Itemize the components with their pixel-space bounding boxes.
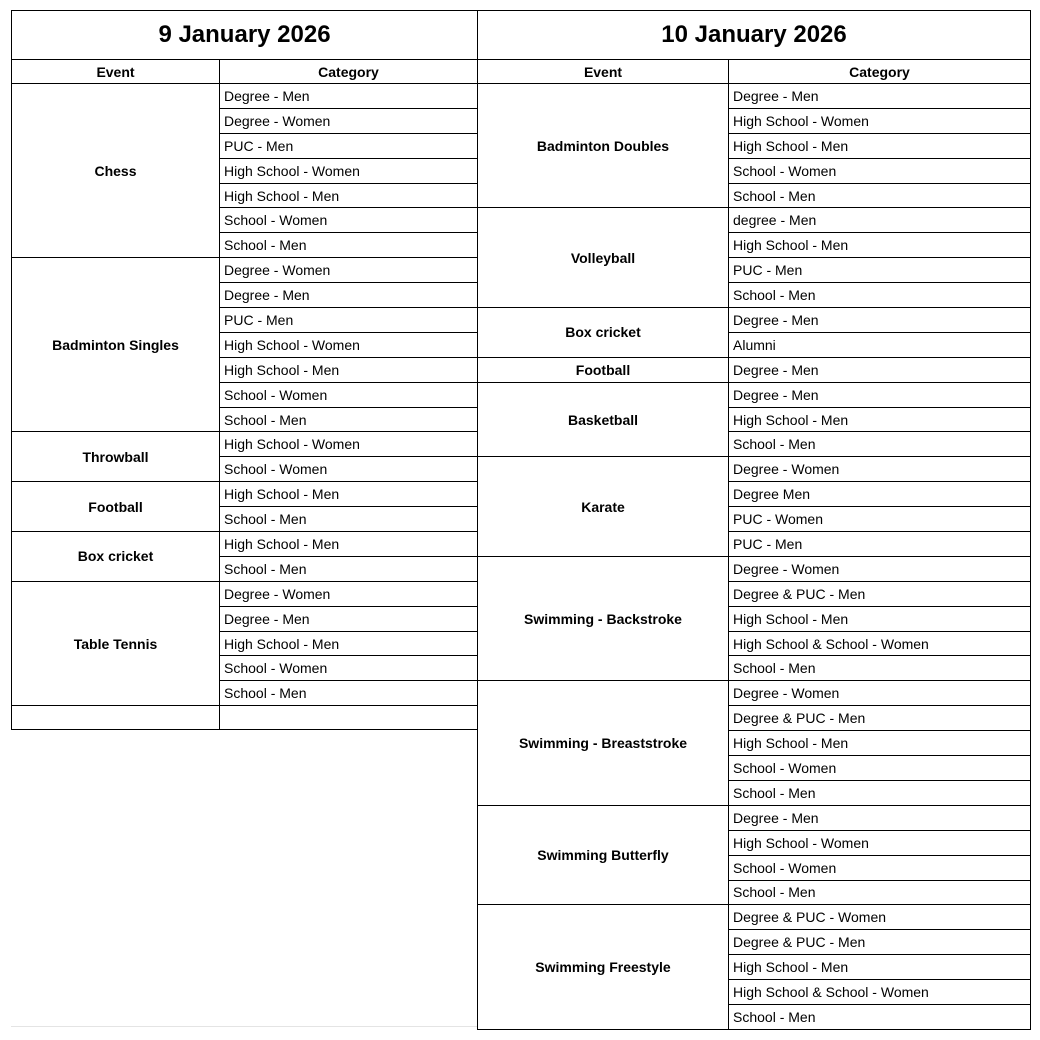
category-cell: PUC - Men (220, 308, 478, 333)
category-cell: School - Men (220, 233, 478, 258)
blank-row (12, 706, 478, 730)
category-cell: High School & School - Women (729, 631, 1031, 656)
schedule-table-day-1 (11, 10, 478, 730)
category-cell: PUC - Men (729, 532, 1031, 557)
event-name-cell: Basketball (478, 382, 729, 457)
category-cell: School - Men (220, 407, 478, 432)
category-cell: School - Men (220, 556, 478, 581)
category-cell: Degree - Women (220, 581, 478, 606)
table-row (478, 556, 1031, 581)
category-cell: High School - Men (220, 532, 478, 557)
category-cell: Degree - Men (220, 283, 478, 308)
table-row (478, 357, 1031, 382)
day-1-rows (12, 84, 478, 730)
blank-cell (220, 706, 478, 730)
event-name-cell: Table Tennis (12, 581, 220, 705)
table-row (478, 308, 1031, 333)
category-cell: School - Women (220, 656, 478, 681)
category-cell: School - Women (220, 208, 478, 233)
category-cell: High School - Men (729, 133, 1031, 158)
category-cell: Degree & PUC - Men (729, 581, 1031, 606)
category-cell: Degree - Women (220, 258, 478, 283)
event-name-cell: Karate (478, 457, 729, 557)
table-row (478, 681, 1031, 706)
category-cell: Degree - Men (729, 357, 1031, 382)
category-cell: Degree & PUC - Men (729, 706, 1031, 731)
category-cell: High School - Women (220, 158, 478, 183)
event-column-header: Event (12, 60, 220, 84)
category-cell: School - Women (220, 382, 478, 407)
table-row (478, 905, 1031, 930)
table-row (478, 84, 1031, 109)
category-cell: Degree - Women (729, 556, 1031, 581)
category-cell: Degree & PUC - Men (729, 930, 1031, 955)
category-cell: PUC - Men (729, 258, 1031, 283)
schedule-day-2 (477, 10, 1029, 1030)
category-cell: School - Women (220, 457, 478, 482)
category-cell: High School - Men (220, 482, 478, 507)
category-cell: High School - Men (729, 407, 1031, 432)
category-cell: High School - Women (220, 432, 478, 457)
day-1-date: 9 January 2026 (12, 11, 478, 60)
table-row (12, 258, 478, 283)
category-cell: Degree - Men (729, 382, 1031, 407)
event-name-cell: Badminton Doubles (478, 84, 729, 208)
category-cell: Degree - Men (220, 606, 478, 631)
event-name-cell: Swimming - Backstroke (478, 556, 729, 680)
category-cell: Degree - Women (729, 681, 1031, 706)
category-cell: School - Men (729, 780, 1031, 805)
category-cell: High School - Men (729, 731, 1031, 756)
event-name-cell: Football (12, 482, 220, 532)
day-2-rows (478, 84, 1031, 1030)
table-row (12, 532, 478, 557)
event-name-cell: Swimming Freestyle (478, 905, 729, 1029)
event-name-cell: Badminton Singles (12, 258, 220, 432)
category-cell: Degree Men (729, 482, 1031, 507)
category-cell: School - Women (729, 158, 1031, 183)
table-row (12, 581, 478, 606)
category-cell: School - Men (729, 656, 1031, 681)
event-name-cell: Box cricket (478, 308, 729, 358)
category-cell: High School - Women (729, 108, 1031, 133)
category-cell: Degree & PUC - Women (729, 905, 1031, 930)
event-name-cell: Throwball (12, 432, 220, 482)
category-cell: High School - Men (220, 631, 478, 656)
category-cell: School - Men (220, 681, 478, 706)
category-cell: School - Men (729, 432, 1031, 457)
event-name-cell: Box cricket (12, 532, 220, 582)
category-cell: Degree - Men (729, 805, 1031, 830)
schedule-day-1 (11, 10, 478, 1027)
category-cell: High School - Men (729, 606, 1031, 631)
category-cell: PUC - Women (729, 507, 1031, 532)
category-cell: School - Men (729, 1004, 1031, 1029)
category-cell: High School - Men (729, 233, 1031, 258)
event-column-header: Event (478, 60, 729, 84)
category-cell: High School - Men (220, 183, 478, 208)
category-cell: PUC - Men (220, 133, 478, 158)
category-cell: School - Women (729, 855, 1031, 880)
blank-cell (12, 706, 220, 730)
category-cell: High School - Men (220, 357, 478, 382)
category-cell: degree - Men (729, 208, 1031, 233)
table-row (478, 457, 1031, 482)
category-cell: High School - Men (729, 955, 1031, 980)
category-cell: Degree - Women (729, 457, 1031, 482)
category-cell: School - Women (729, 756, 1031, 781)
category-cell: High School - Women (729, 830, 1031, 855)
table-row (478, 208, 1031, 233)
schedule-table-day-2 (477, 10, 1031, 1030)
event-name-cell: Chess (12, 84, 220, 258)
event-name-cell: Volleyball (478, 208, 729, 308)
category-cell: School - Men (729, 183, 1031, 208)
table-row (478, 805, 1031, 830)
table-row (12, 482, 478, 507)
event-name-cell: Swimming - Breaststroke (478, 681, 729, 805)
category-cell: Degree - Men (729, 308, 1031, 333)
category-cell: Degree - Men (220, 84, 478, 109)
category-cell: Alumni (729, 332, 1031, 357)
category-cell: High School & School - Women (729, 980, 1031, 1005)
category-cell: School - Men (729, 283, 1031, 308)
event-name-cell: Football (478, 357, 729, 382)
category-cell: Degree - Men (729, 84, 1031, 109)
category-cell: School - Men (220, 507, 478, 532)
category-column-header: Category (729, 60, 1031, 84)
category-cell: School - Men (729, 880, 1031, 905)
category-column-header: Category (220, 60, 478, 84)
table-row (478, 382, 1031, 407)
day-2-date: 10 January 2026 (478, 11, 1031, 60)
table-row (12, 432, 478, 457)
table-row (12, 84, 478, 109)
category-cell: Degree - Women (220, 108, 478, 133)
category-cell: High School - Women (220, 332, 478, 357)
event-name-cell: Swimming Butterfly (478, 805, 729, 905)
